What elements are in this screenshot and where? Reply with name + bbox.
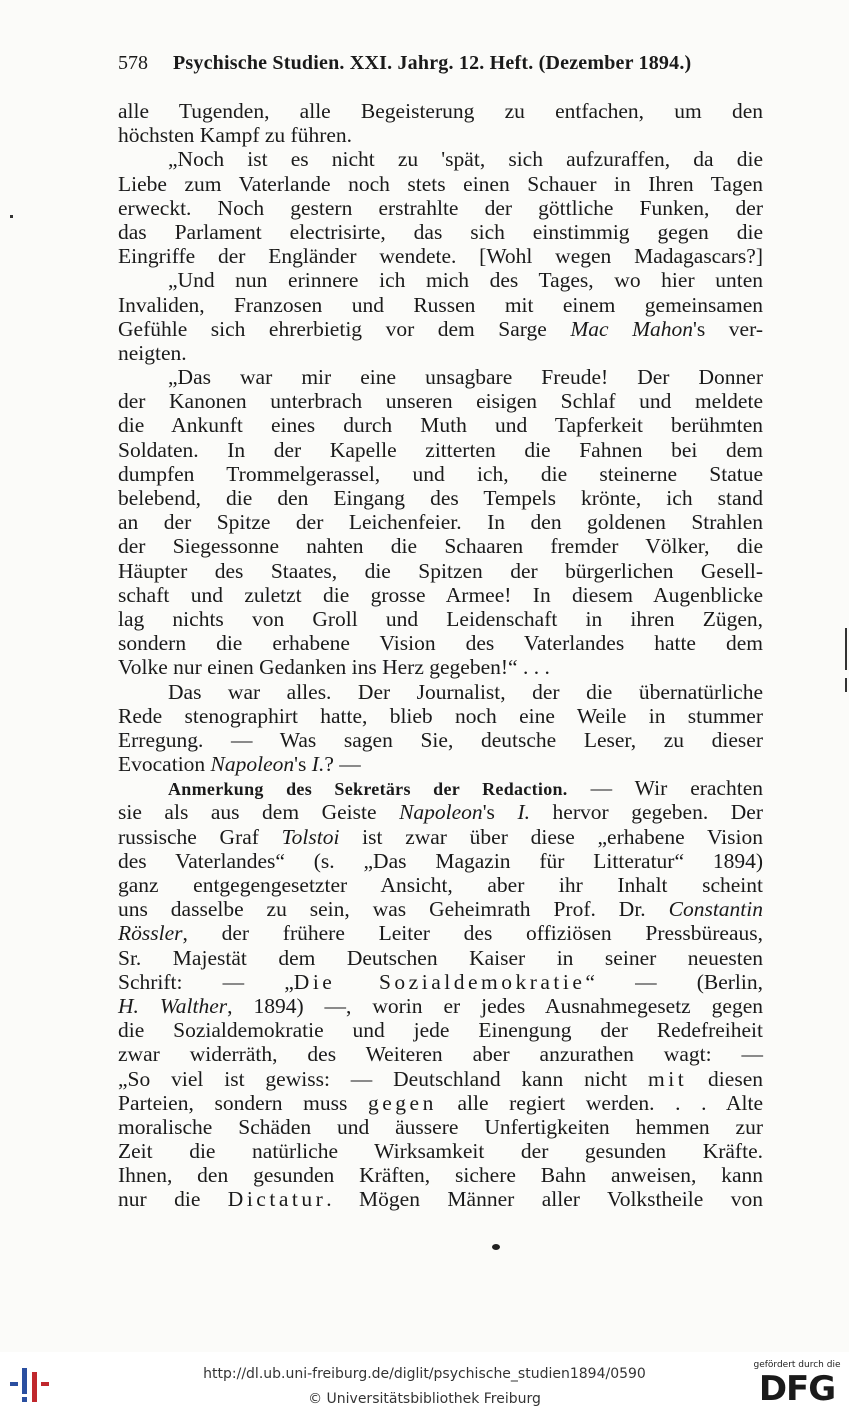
margin-mark [845,678,847,692]
text-line: die Ankunft eines durch Muth und Tapferkeit berühmten [118,413,763,438]
text-line: Parteien, sondern muss gegen alle regiert werden. . . Alte [118,1090,763,1115]
text-line: sondern die erhabene Vision des Vaterlandes hatte dem [118,631,763,656]
text-line: Liebe zum Vaterlande noch stets einen Schauer in Ihren Tagen [118,171,763,196]
text-line: „Das war mir eine unsagbare Freude! Der Donner [168,365,763,390]
footer-url-link[interactable]: http://dl.ub.uni-freiburg.de/diglit/psychische_studien1894/0590 [203,1366,646,1382]
text-line: Soldaten. In der Kapelle zitterten die Fahnen bei dem [118,437,763,462]
text-line: Das war alles. Der Journalist, der die übernatürliche [168,679,763,704]
text-line: die Sozialdemokratie und jede Einengung der Redefreiheit [118,1018,763,1043]
text-line: Invaliden, Franzosen und Russen mit einem gemeinsamen [118,292,763,317]
text-line: H. Walther, 1894) —, worin er jedes Ausnahmegesetz gegen [118,993,763,1018]
dfg-logo [752,1360,842,1410]
margin-mark [845,628,847,670]
text-line: alle Tugenden, alle Begeisterung zu entfachen, um den [118,99,763,123]
text-line: sie als aus dem Geiste Napoleon's I. hervor gegeben. Der [118,800,763,825]
text-line: belebend, die den Eingang des Tempels krönte, ich stand [118,486,763,510]
footnote-heading-line: Anmerkung des Sekretärs der Redaction. — Wir erachten [168,776,763,801]
text-line: dumpfen Trommelgerassel, und ich, die steinerne Statue [118,461,763,486]
text-line: Zeit die natürliche Wirksamkeit der gesunden Kräfte. [118,1139,763,1164]
text-line: „So viel ist gewiss: — Deutschland kann nicht mit diesen [118,1066,763,1091]
text-line: das Parlament electrisirte, das sich einstimmig gegen die [118,219,763,244]
dfg-caption: gefördert durch die [753,1360,841,1370]
text-line: Rössler, der frühere Leiter des offiziösen Pressbüreaus, [118,921,763,946]
text-line: russische Graf Tolstoi ist zwar über diese „erhabene Vision [118,824,763,849]
text-line: neigten. [118,340,187,365]
text-line: uns dasselbe zu sein, was Geheimrath Prof. Dr. Constantin [118,897,763,922]
text-line: Rede stenographirt hatte, blieb noch eine Weile in stummer [118,703,763,728]
body-text [118,99,763,1212]
text-line: Häupter des Staates, die Spitzen der bürgerlichen Gesell- [118,558,763,583]
text-line: Evocation Napoleon's I.? — [118,752,361,777]
text-line: höchsten Kampf zu führen. [118,123,353,148]
text-line: moralische Schäden und äussere Unfertigkeiten hemmen zur [118,1114,763,1139]
text-line: Eingriffe der Engländer wendete. [Wohl wegen Madagascars?] [118,244,763,269]
text-line: der Siegessonne nahten die Schaaren fremder Völker, die [118,534,763,559]
dfg-logo-text: DFG [758,1369,836,1409]
text-line: lag nichts von Groll und Leidenschaft in ihren Zügen, [118,606,763,631]
page-number: 578 [118,52,148,74]
footer-copyright: © Universitätsbibliothek Freiburg [308,1391,541,1407]
text-line: „Noch ist es nicht zu 'spät, sich aufzuraffen, da die [168,147,763,172]
text-line: „Und nun erinnere ich mich des Tages, wo hier unten [168,268,763,293]
text-line: der Kanonen unterbrach unseren eisigen Schlaf und meldete [118,389,763,414]
text-line: Gefühle sich ehrerbietig vor dem Sarge Mac Mahon's ver- [118,316,763,341]
note-heading: Anmerkung des Sekretärs der Redaction. [168,779,568,800]
text-line: Erregung. — Was sagen Sie, deutsche Leser, zu dieser [118,727,763,752]
text-line: Volke nur einen Gedanken ins Herz gegeben!“ . . . [118,655,550,680]
ink-smudge [492,1244,500,1250]
text-line: nur die Dictatur. Mögen Männer aller Volkstheile von [118,1187,763,1212]
text-line: des Vaterlandes“ (s. „Das Magazin für Litteratur“ 1894) [118,848,763,873]
text-line: Schrift: — „Die Sozialdemokratie“ — (Berlin, [118,969,763,994]
running-header [118,52,763,76]
margin-mark [10,215,13,218]
text-line: erweckt. Noch gestern erstrahlte der göttliche Funken, der [118,195,763,220]
text-line: an der Spitze der Leichenfeier. In den goldenen Strahlen [118,510,763,535]
text-line: ganz entgegengesetzter Ansicht, aber ihr Inhalt scheint [118,873,763,897]
text-line: zwar widerräth, des Weiteren aber anzurathen wagt: — [118,1042,763,1067]
text-line: Sr. Majestät dem Deutschen Kaiser in seiner neuesten [118,945,763,970]
running-title: Psychische Studien. XXI. Jahrg. 12. Heft. (Dezember 1894.) [173,52,692,74]
text-line: Ihnen, den gesunden Kräften, sichere Bahn anweisen, kann [118,1163,763,1188]
text-line: schaft und zuletzt die grosse Armee! In diesem Augenblicke [118,582,763,607]
